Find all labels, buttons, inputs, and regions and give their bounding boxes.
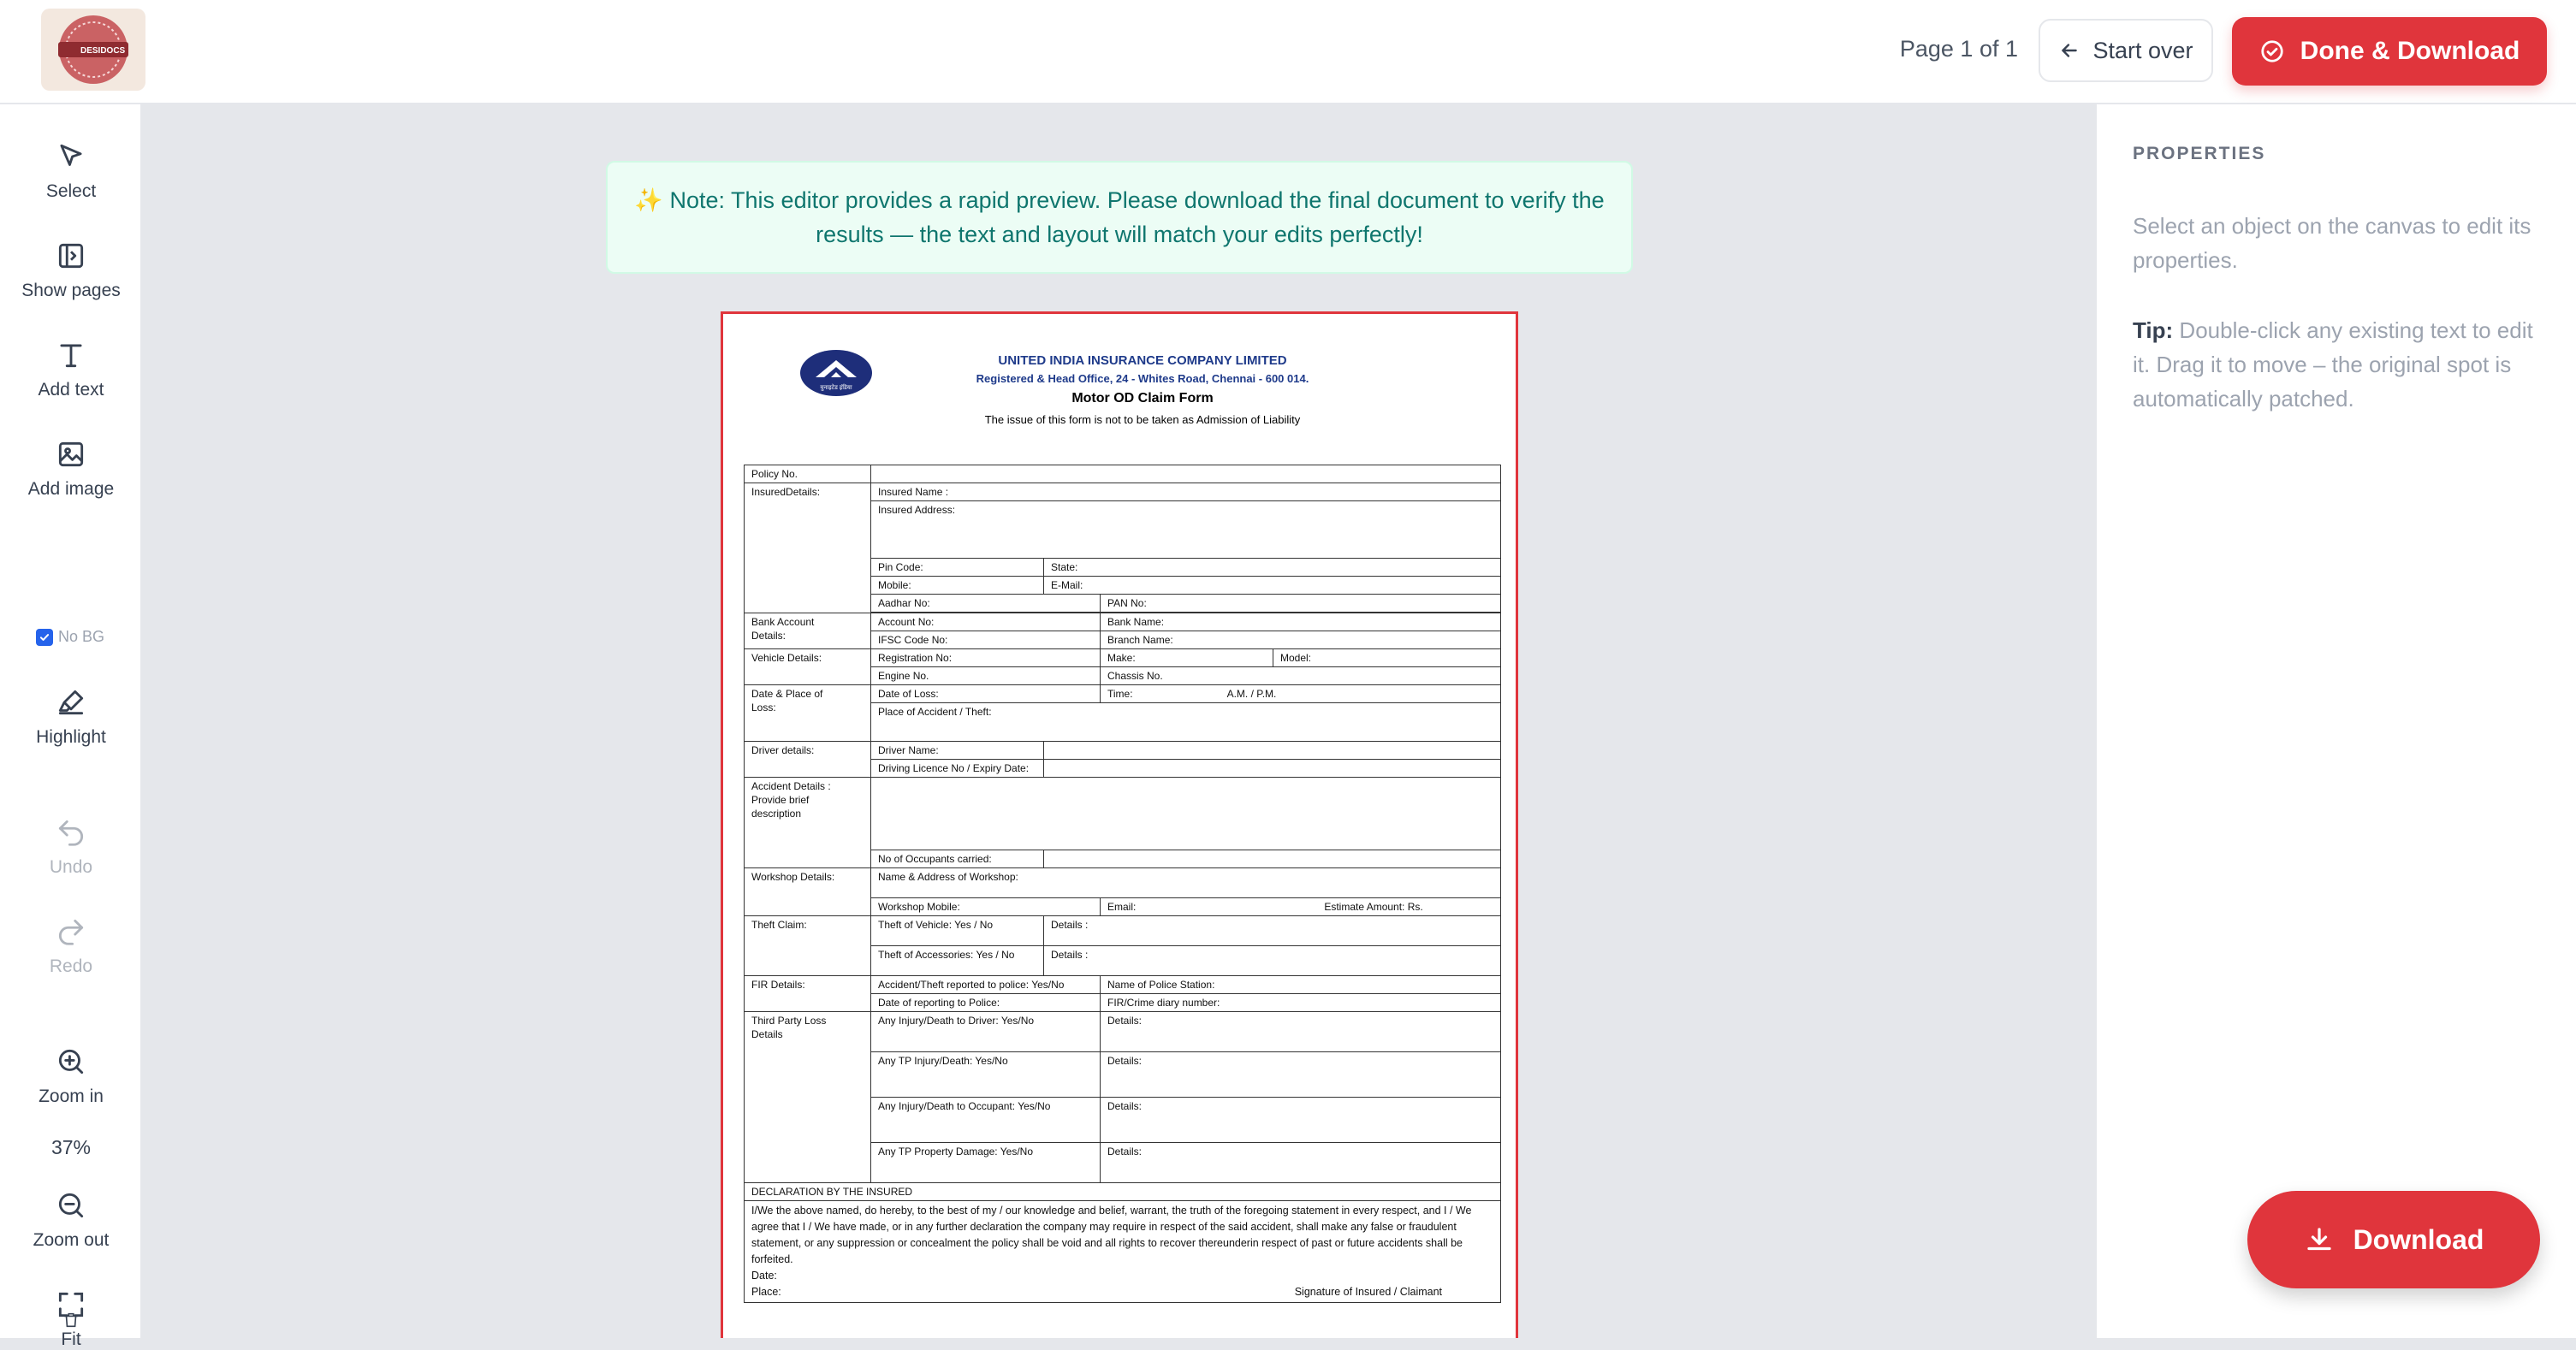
table-cell: Model: xyxy=(1273,649,1501,667)
third-party-label-line: Details xyxy=(751,1028,783,1040)
declaration-heading: DECLARATION BY THE INSURED xyxy=(745,1183,1501,1201)
add-text-label: Add text xyxy=(38,380,104,400)
declaration-place-row xyxy=(751,1284,1493,1300)
table-cell xyxy=(745,685,871,742)
no-bg-toggle[interactable] xyxy=(36,628,104,646)
bank-label-line: Details: xyxy=(751,630,786,642)
table-row xyxy=(745,1201,1501,1303)
table-cell: Theft Claim: xyxy=(745,916,871,976)
zoom-out-label: Zoom out xyxy=(33,1230,110,1250)
table-cell: Insured Name : xyxy=(871,483,1501,501)
zoom-out-icon xyxy=(55,1189,87,1222)
table-cell xyxy=(745,778,871,868)
properties-hint: Select an object on the canvas to edit its properties. xyxy=(2133,213,2531,273)
table-cell: Registration No: xyxy=(871,649,1101,667)
tip-label: Tip: xyxy=(2133,317,2174,343)
table-cell: Workshop Details: xyxy=(745,868,871,916)
table-cell: Branch Name: xyxy=(1101,631,1501,649)
zoom-in-icon xyxy=(55,1045,87,1078)
highlight-label: Highlight xyxy=(36,727,106,747)
table-row xyxy=(745,613,1501,631)
bank-label-line: Bank Account xyxy=(751,616,815,628)
table-cell: Name & Address of Workshop: xyxy=(871,868,1501,898)
liability-note: The issue of this form is not to be taken as Admission of Liability xyxy=(984,413,1301,426)
fit-label: Fit xyxy=(61,1329,81,1349)
united-india-logo xyxy=(798,348,874,398)
table-cell: Details: xyxy=(1101,1012,1501,1052)
document-page[interactable] xyxy=(721,311,1518,1338)
table-cell: Insured Address: xyxy=(871,501,1501,559)
table-cell: Any TP Property Damage: Yes/No xyxy=(871,1143,1101,1183)
table-cell xyxy=(1044,742,1501,760)
claim-form-table xyxy=(744,465,1501,1303)
table-cell: Accident/Theft reported to police: Yes/No xyxy=(871,976,1101,994)
redo-icon xyxy=(55,915,87,948)
table-cell: Chassis No. xyxy=(1101,667,1501,685)
cursor-icon xyxy=(55,140,87,173)
time-label: Time: xyxy=(1107,688,1133,700)
table-row xyxy=(745,1183,1501,1201)
table-cell: Theft of Vehicle: Yes / No xyxy=(871,916,1044,946)
page-indicator: Page 1 of 1 xyxy=(1899,36,2018,62)
table-cell: No of Occupants carried: xyxy=(871,850,1044,868)
table-cell: Date of Loss: xyxy=(871,685,1101,703)
table-cell: Date of reporting to Police: xyxy=(871,994,1101,1012)
top-bar xyxy=(0,0,2576,104)
table-cell xyxy=(1101,898,1501,916)
company-name: UNITED INDIA INSURANCE COMPANY LIMITED xyxy=(998,353,1287,368)
table-row xyxy=(745,465,1501,483)
image-icon xyxy=(55,438,87,471)
date-place-label-line: Date & Place of xyxy=(751,688,823,700)
table-cell: Any Injury/Death to Occupant: Yes/No xyxy=(871,1098,1101,1143)
editor-canvas[interactable] xyxy=(142,104,2095,1338)
highlight-tool[interactable] xyxy=(0,686,142,748)
properties-tip xyxy=(2133,313,2543,416)
tip-text: Double-click any existing text to edit it. Drag it to move – the original spot is automatically patched. xyxy=(2133,317,2533,412)
table-cell: Any TP Injury/Death: Yes/No xyxy=(871,1052,1101,1098)
table-cell xyxy=(1044,760,1501,778)
accident-label-line: Provide brief xyxy=(751,794,810,806)
check-circle-icon xyxy=(2259,38,2285,64)
third-party-label-line: Third Party Loss xyxy=(751,1015,827,1027)
table-row xyxy=(745,916,1501,946)
done-download-label: Done & Download xyxy=(2300,37,2520,65)
table-cell xyxy=(745,1012,871,1183)
table-cell: Driving Licence No / Expiry Date: xyxy=(871,760,1044,778)
download-icon xyxy=(2304,1224,2335,1255)
table-cell: Any Injury/Death to Driver: Yes/No xyxy=(871,1012,1101,1052)
table-cell: Details: xyxy=(1101,1143,1501,1183)
table-cell xyxy=(745,613,871,649)
check-icon xyxy=(39,631,50,643)
table-cell: Vehicle Details: xyxy=(745,649,871,685)
table-cell xyxy=(871,778,1501,850)
desidocs-logo[interactable] xyxy=(41,9,145,91)
add-image-label: Add image xyxy=(27,479,115,499)
table-cell: Engine No. xyxy=(871,667,1101,685)
properties-title: PROPERTIES xyxy=(2133,144,2266,163)
start-over-button[interactable] xyxy=(2039,19,2213,82)
table-cell: State: xyxy=(1044,559,1501,577)
redo-button[interactable] xyxy=(0,915,142,977)
select-tool[interactable] xyxy=(0,140,142,202)
zoom-level: 37% xyxy=(50,1136,92,1158)
am-pm-label: A.M. / P.M. xyxy=(1226,688,1277,700)
signature-label: Signature of Insured / Claimant xyxy=(1294,1286,1443,1298)
table-row xyxy=(745,868,1501,898)
company-address: Registered & Head Office, 24 - Whites Road, Chennai - 600 014. xyxy=(976,372,1309,385)
text-icon xyxy=(55,339,87,371)
accident-label-line: description xyxy=(751,808,802,820)
table-cell: Details: xyxy=(1101,1098,1501,1143)
svg-text:युनाइटेड इंडिया: युनाइटेड इंडिया xyxy=(820,385,852,391)
table-cell: Driver details: xyxy=(745,742,871,778)
download-button[interactable] xyxy=(2247,1191,2540,1288)
table-cell xyxy=(1101,685,1501,703)
table-row xyxy=(745,649,1501,667)
declaration-place: Place: xyxy=(751,1286,781,1298)
zoom-in-label: Zoom in xyxy=(39,1087,104,1106)
add-image-tool[interactable] xyxy=(0,438,142,500)
table-cell: Account No: xyxy=(871,613,1101,631)
arrow-left-icon xyxy=(2058,39,2080,62)
undo-label: Undo xyxy=(49,857,93,877)
table-row xyxy=(745,976,1501,994)
table-row xyxy=(745,685,1501,703)
declaration-body: I/We the above named, do hereby, to the best of my / our knowledge and belief, warrant, the truth of the foregoing statement in every respect, and I / We agree that I / We have made, or in any further declaration the company may require in respect of the said accident, shall make any false or fraudulent statement, or any suppression or concealment the policy shall be void and all rights to recover thereunderin respect of past or future accidents shall be forfeited. xyxy=(751,1205,1472,1265)
table-cell: E-Mail: xyxy=(1044,577,1501,595)
delete-button[interactable] xyxy=(0,1311,142,1338)
highlighter-icon xyxy=(55,686,87,719)
table-cell: IFSC Code No: xyxy=(871,631,1101,649)
table-cell: FIR/Crime diary number: xyxy=(1101,994,1501,1012)
table-row xyxy=(745,778,1501,850)
undo-button[interactable] xyxy=(0,816,142,878)
undo-icon xyxy=(55,816,87,849)
add-text-tool[interactable] xyxy=(0,339,142,400)
table-cell: Pin Code: xyxy=(871,559,1044,577)
trash-icon xyxy=(55,1311,87,1329)
done-download-button[interactable] xyxy=(2232,17,2547,86)
declaration-text xyxy=(745,1201,1501,1303)
svg-text:DESIDOCS: DESIDOCS xyxy=(80,46,126,56)
table-row xyxy=(745,483,1501,501)
table-cell: PAN No: xyxy=(1101,595,1501,613)
table-cell: Theft of Accessories: Yes / No xyxy=(871,946,1044,976)
start-over-label: Start over xyxy=(2092,37,2193,63)
table-cell: Workshop Mobile: xyxy=(871,898,1101,916)
table-cell: Bank Name: xyxy=(1101,613,1501,631)
preview-note: ✨ Note: This editor provides a rapid preview. Please download the final document to verify the results — the text and layout will match your edits perfectly! xyxy=(606,161,1633,274)
table-cell: Place of Accident / Theft: xyxy=(871,703,1501,742)
accident-label-line: Accident Details : xyxy=(751,780,831,792)
table-row xyxy=(745,742,1501,760)
table-cell: Name of Police Station: xyxy=(1101,976,1501,994)
table-row xyxy=(745,1012,1501,1052)
workshop-email-label: Email: xyxy=(1107,901,1137,913)
table-cell: InsuredDetails: xyxy=(745,483,871,613)
select-tool-label: Select xyxy=(45,181,97,201)
show-pages-tool[interactable] xyxy=(0,240,142,301)
table-cell: Driver Name: xyxy=(871,742,1044,760)
table-cell: Details: xyxy=(1101,1052,1501,1098)
no-bg-checkbox[interactable] xyxy=(36,629,53,646)
table-cell: FIR Details: xyxy=(745,976,871,1012)
download-label: Download xyxy=(2353,1223,2484,1255)
properties-panel xyxy=(2095,104,2576,1338)
table-cell: Aadhar No: xyxy=(871,595,1101,613)
declaration-date: Date: xyxy=(751,1270,777,1282)
no-bg-label: No BG xyxy=(58,628,105,645)
zoom-out-button[interactable] xyxy=(0,1189,142,1251)
table-cell: Make: xyxy=(1101,649,1273,667)
table-cell: Details : xyxy=(1044,946,1501,976)
left-toolbar xyxy=(0,104,142,1349)
table-cell: Mobile: xyxy=(871,577,1044,595)
show-pages-label: Show pages xyxy=(21,281,121,300)
form-title: Motor OD Claim Form xyxy=(1071,391,1214,406)
table-cell: Details : xyxy=(1044,916,1501,946)
redo-label: Redo xyxy=(49,956,93,976)
estimate-amount-label: Estimate Amount: Rs. xyxy=(1324,901,1423,913)
zoom-in-button[interactable] xyxy=(0,1045,142,1107)
date-place-label-line: Loss: xyxy=(751,702,776,713)
pages-panel-icon xyxy=(55,240,87,272)
table-cell xyxy=(1044,850,1501,868)
table-cell xyxy=(871,465,1501,483)
table-cell: Policy No. xyxy=(745,465,871,483)
